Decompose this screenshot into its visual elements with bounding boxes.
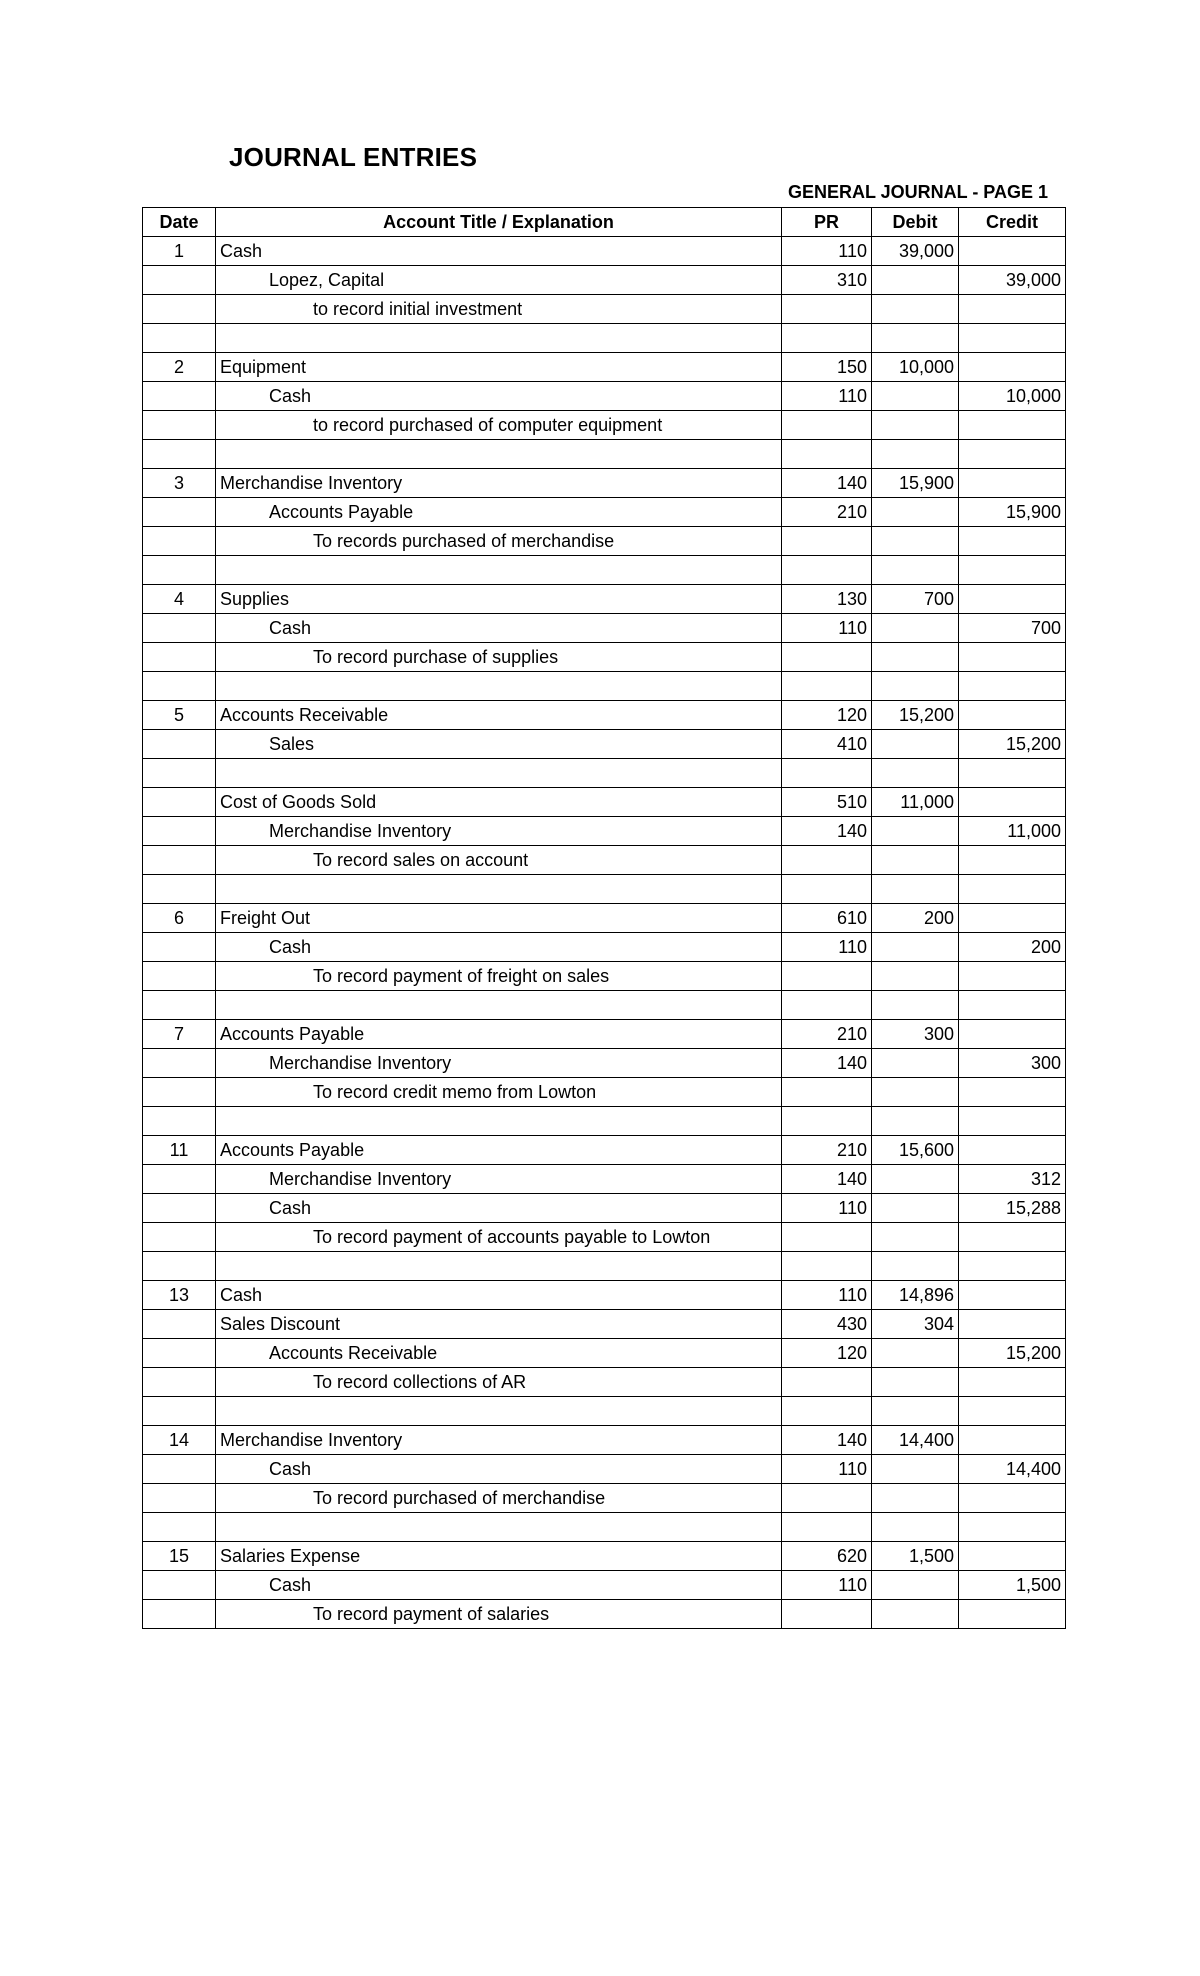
credit-cell [959,1484,1066,1513]
credit-cell [959,1223,1066,1252]
account-cell: Cost of Goods Sold [216,788,782,817]
date-cell [143,643,216,672]
debit-cell [872,1368,959,1397]
date-cell: 2 [143,353,216,382]
table-row [143,1020,1066,1049]
credit-cell: 700 [959,614,1066,643]
account-cell: Salaries Expense [216,1542,782,1571]
account-cell: Lopez, Capital [216,266,782,295]
debit-cell: 200 [872,904,959,933]
debit-cell [872,991,959,1020]
table-row [143,1484,1066,1513]
debit-cell [872,1571,959,1600]
credit-cell [959,1078,1066,1107]
table-row [143,1397,1066,1426]
account-cell: Merchandise Inventory [216,1049,782,1078]
date-cell [143,1049,216,1078]
debit-cell [872,759,959,788]
credit-cell [959,1513,1066,1542]
account-cell: To record sales on account [216,846,782,875]
header-date: Date [143,208,216,237]
account-cell [216,324,782,353]
table-row [143,817,1066,846]
debit-cell [872,1223,959,1252]
date-cell [143,875,216,904]
pr-cell: 140 [782,817,872,846]
pr-cell [782,1252,872,1281]
table-row [143,1600,1066,1629]
date-cell: 11 [143,1136,216,1165]
credit-cell [959,440,1066,469]
credit-cell [959,1107,1066,1136]
account-cell: Freight Out [216,904,782,933]
date-cell [143,1571,216,1600]
credit-cell [959,1542,1066,1571]
table-row [143,904,1066,933]
date-cell [143,1107,216,1136]
debit-cell: 700 [872,585,959,614]
date-cell: 3 [143,469,216,498]
debit-cell [872,1339,959,1368]
account-cell: Cash [216,614,782,643]
date-cell [143,1513,216,1542]
table-row [143,1078,1066,1107]
table-row [143,266,1066,295]
date-cell: 13 [143,1281,216,1310]
pr-cell: 110 [782,1194,872,1223]
account-cell [216,875,782,904]
debit-cell [872,730,959,759]
debit-cell: 1,500 [872,1542,959,1571]
date-cell [143,817,216,846]
date-cell: 7 [143,1020,216,1049]
table-row [143,1571,1066,1600]
table-row [143,1049,1066,1078]
credit-cell [959,556,1066,585]
account-cell: Merchandise Inventory [216,1426,782,1455]
credit-cell [959,1252,1066,1281]
header-pr: PR [782,208,872,237]
debit-cell [872,962,959,991]
account-cell: Sales [216,730,782,759]
pr-cell [782,440,872,469]
debit-cell [872,1252,959,1281]
credit-cell [959,759,1066,788]
debit-cell: 15,900 [872,469,959,498]
account-cell [216,440,782,469]
account-cell: Accounts Payable [216,1136,782,1165]
table-row [143,556,1066,585]
account-cell: Accounts Receivable [216,701,782,730]
debit-cell [872,1049,959,1078]
credit-cell [959,1281,1066,1310]
credit-cell: 15,288 [959,1194,1066,1223]
credit-cell [959,411,1066,440]
pr-cell: 110 [782,1281,872,1310]
debit-cell [872,411,959,440]
date-cell [143,266,216,295]
pr-cell: 140 [782,1049,872,1078]
account-cell: Cash [216,1571,782,1600]
table-row [143,1281,1066,1310]
account-cell [216,556,782,585]
account-cell: Merchandise Inventory [216,817,782,846]
pr-cell: 610 [782,904,872,933]
date-cell [143,1223,216,1252]
table-row [143,933,1066,962]
table-row [143,498,1066,527]
date-cell: 6 [143,904,216,933]
debit-cell [872,1107,959,1136]
journal-page-label: GENERAL JOURNAL - PAGE 1 [787,182,1048,202]
credit-cell: 15,900 [959,498,1066,527]
pr-cell [782,1107,872,1136]
account-cell: Cash [216,1194,782,1223]
account-cell [216,1107,782,1136]
pr-cell [782,1484,872,1513]
credit-cell: 39,000 [959,266,1066,295]
header-row [143,208,1066,237]
table-row [143,1455,1066,1484]
pr-cell [782,411,872,440]
date-cell [143,295,216,324]
pr-cell [782,846,872,875]
table-row [143,991,1066,1020]
date-cell: 14 [143,1426,216,1455]
pr-cell [782,1223,872,1252]
debit-cell [872,382,959,411]
pr-cell [782,1600,872,1629]
credit-cell [959,1426,1066,1455]
pr-cell [782,759,872,788]
page-title: JOURNAL ENTRIES [229,142,478,172]
debit-cell [872,556,959,585]
account-cell: Cash [216,1455,782,1484]
date-cell [143,1078,216,1107]
pr-cell: 140 [782,469,872,498]
pr-cell: 120 [782,1339,872,1368]
pr-cell [782,556,872,585]
account-cell: Accounts Receivable [216,1339,782,1368]
credit-cell [959,1310,1066,1339]
pr-cell: 110 [782,382,872,411]
table-row [143,1194,1066,1223]
debit-cell [872,846,959,875]
account-cell: Cash [216,1281,782,1310]
credit-cell [959,1020,1066,1049]
table-row [143,962,1066,991]
credit-cell [959,672,1066,701]
date-cell [143,1484,216,1513]
pr-cell: 310 [782,266,872,295]
date-cell [143,1252,216,1281]
table-row [143,1107,1066,1136]
date-cell [143,382,216,411]
account-cell [216,672,782,701]
table-row [143,1368,1066,1397]
debit-cell [872,440,959,469]
date-cell [143,1165,216,1194]
debit-cell [872,672,959,701]
pr-cell: 110 [782,237,872,266]
pr-cell: 430 [782,1310,872,1339]
account-cell: To record payment of freight on sales [216,962,782,991]
pr-cell: 120 [782,701,872,730]
account-cell: Equipment [216,353,782,382]
date-cell: 5 [143,701,216,730]
debit-cell: 10,000 [872,353,959,382]
table-row [143,1426,1066,1455]
credit-cell [959,643,1066,672]
debit-cell: 304 [872,1310,959,1339]
account-cell: Cash [216,237,782,266]
pr-cell: 210 [782,1136,872,1165]
date-cell [143,411,216,440]
table-row [143,1223,1066,1252]
account-cell: To record collections of AR [216,1368,782,1397]
table-row [143,469,1066,498]
credit-cell [959,846,1066,875]
table-row [143,788,1066,817]
table-row [143,846,1066,875]
credit-cell [959,875,1066,904]
date-cell [143,933,216,962]
date-cell [143,672,216,701]
debit-cell [872,1513,959,1542]
credit-cell [959,701,1066,730]
date-cell [143,1194,216,1223]
account-cell: Accounts Payable [216,1020,782,1049]
date-cell [143,1339,216,1368]
table-row [143,353,1066,382]
date-cell [143,1600,216,1629]
journal-table [142,207,1066,1629]
table-row [143,730,1066,759]
account-cell: To record credit memo from Lowton [216,1078,782,1107]
pr-cell [782,527,872,556]
debit-cell: 14,400 [872,1426,959,1455]
table-row [143,1136,1066,1165]
header-debit: Debit [872,208,959,237]
pr-cell [782,1368,872,1397]
pr-cell [782,991,872,1020]
debit-cell [872,817,959,846]
date-cell [143,962,216,991]
account-cell: To record purchased of merchandise [216,1484,782,1513]
date-cell [143,614,216,643]
date-cell [143,1368,216,1397]
pr-cell [782,324,872,353]
table-row [143,1339,1066,1368]
account-cell: Cash [216,933,782,962]
debit-cell: 14,896 [872,1281,959,1310]
date-cell: 15 [143,1542,216,1571]
date-cell [143,556,216,585]
credit-cell [959,585,1066,614]
credit-cell: 14,400 [959,1455,1066,1484]
debit-cell: 39,000 [872,237,959,266]
date-cell [143,846,216,875]
pr-cell [782,1397,872,1426]
header-account: Account Title / Explanation [216,208,782,237]
journal-body [143,237,1066,1629]
pr-cell: 620 [782,1542,872,1571]
account-cell: To record payment of salaries [216,1600,782,1629]
account-cell: Merchandise Inventory [216,1165,782,1194]
date-cell [143,1397,216,1426]
debit-cell: 15,200 [872,701,959,730]
date-cell [143,440,216,469]
credit-cell [959,1368,1066,1397]
account-cell: Accounts Payable [216,498,782,527]
credit-cell: 1,500 [959,1571,1066,1600]
debit-cell [872,295,959,324]
credit-cell [959,237,1066,266]
table-row [143,324,1066,353]
pr-cell: 110 [782,614,872,643]
date-cell [143,788,216,817]
credit-cell: 200 [959,933,1066,962]
debit-cell [872,1600,959,1629]
table-row [143,1513,1066,1542]
table-row [143,585,1066,614]
debit-cell [872,933,959,962]
debit-cell [872,1078,959,1107]
debit-cell [872,643,959,672]
pr-cell: 150 [782,353,872,382]
credit-cell [959,527,1066,556]
credit-cell [959,904,1066,933]
account-cell: Supplies [216,585,782,614]
credit-cell [959,469,1066,498]
credit-cell [959,788,1066,817]
pr-cell [782,962,872,991]
account-cell [216,991,782,1020]
account-cell: To record purchase of supplies [216,643,782,672]
credit-cell [959,991,1066,1020]
date-cell: 1 [143,237,216,266]
date-cell [143,1455,216,1484]
credit-cell [959,1397,1066,1426]
credit-cell: 300 [959,1049,1066,1078]
table-row [143,672,1066,701]
table-row [143,701,1066,730]
table-row [143,411,1066,440]
table-row [143,382,1066,411]
table-row [143,1542,1066,1571]
debit-cell [872,875,959,904]
debit-cell [872,1165,959,1194]
table-row [143,614,1066,643]
pr-cell: 510 [782,788,872,817]
debit-cell [872,498,959,527]
table-row [143,237,1066,266]
table-row [143,295,1066,324]
pr-cell [782,1513,872,1542]
credit-cell: 15,200 [959,730,1066,759]
date-cell [143,498,216,527]
account-cell: Merchandise Inventory [216,469,782,498]
account-cell [216,1513,782,1542]
pr-cell [782,295,872,324]
pr-cell: 210 [782,498,872,527]
debit-cell [872,1397,959,1426]
pr-cell: 110 [782,1455,872,1484]
date-cell [143,324,216,353]
pr-cell [782,643,872,672]
date-cell [143,730,216,759]
debit-cell [872,614,959,643]
credit-cell [959,1600,1066,1629]
account-cell: to record purchased of computer equipment [216,411,782,440]
table-row [143,1165,1066,1194]
debit-cell [872,266,959,295]
debit-cell [872,324,959,353]
account-cell: To record payment of accounts payable to Lowton [216,1223,782,1252]
account-cell: To records purchased of merchandise [216,527,782,556]
credit-cell: 15,200 [959,1339,1066,1368]
table-row [143,759,1066,788]
credit-cell [959,1136,1066,1165]
date-cell [143,991,216,1020]
table-row [143,440,1066,469]
credit-cell [959,295,1066,324]
pr-cell: 210 [782,1020,872,1049]
pr-cell: 410 [782,730,872,759]
credit-cell [959,324,1066,353]
pr-cell [782,875,872,904]
credit-cell: 10,000 [959,382,1066,411]
pr-cell [782,672,872,701]
account-cell: Cash [216,382,782,411]
table-row [143,643,1066,672]
table-row [143,1310,1066,1339]
pr-cell: 130 [782,585,872,614]
date-cell: 4 [143,585,216,614]
pr-cell: 140 [782,1426,872,1455]
debit-cell [872,527,959,556]
date-cell [143,759,216,788]
pr-cell: 110 [782,933,872,962]
debit-cell [872,1455,959,1484]
debit-cell [872,1194,959,1223]
pr-cell: 110 [782,1571,872,1600]
debit-cell: 11,000 [872,788,959,817]
table-row [143,875,1066,904]
credit-cell: 312 [959,1165,1066,1194]
table-row [143,527,1066,556]
credit-cell [959,962,1066,991]
header-credit: Credit [959,208,1066,237]
pr-cell: 140 [782,1165,872,1194]
table-row [143,1252,1066,1281]
account-cell: Sales Discount [216,1310,782,1339]
account-cell: to record initial investment [216,295,782,324]
account-cell [216,759,782,788]
debit-cell [872,1484,959,1513]
date-cell [143,1310,216,1339]
date-cell [143,527,216,556]
pr-cell [782,1078,872,1107]
credit-cell: 11,000 [959,817,1066,846]
debit-cell: 15,600 [872,1136,959,1165]
debit-cell: 300 [872,1020,959,1049]
credit-cell [959,353,1066,382]
account-cell [216,1252,782,1281]
account-cell [216,1397,782,1426]
